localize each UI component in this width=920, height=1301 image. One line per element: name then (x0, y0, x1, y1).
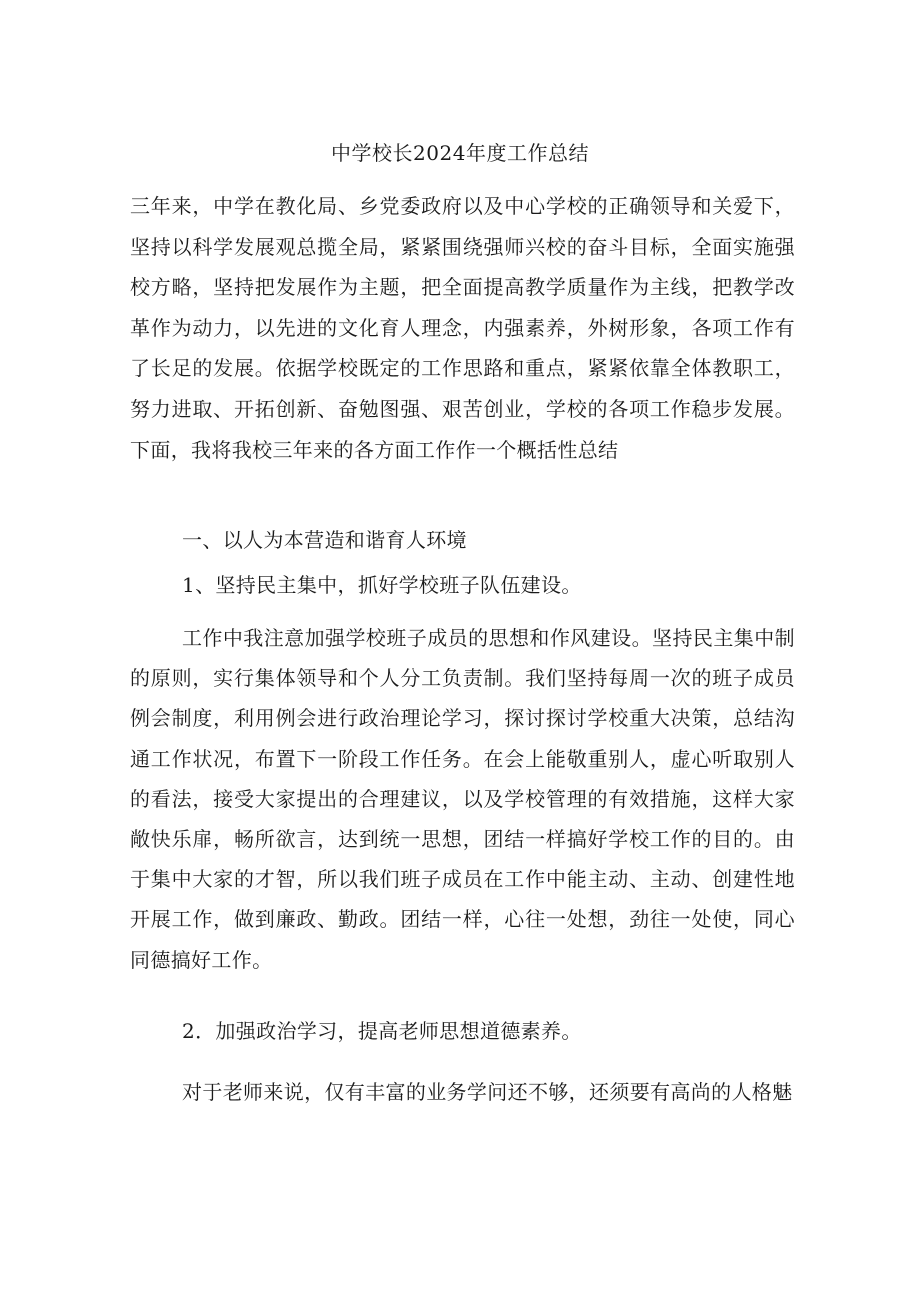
section-heading: 一、以人为本营造和谐育人环境 (182, 528, 467, 552)
body-paragraph: 对于老师来说，仅有丰富的业务学问还不够，还须要有高尚的人格魅 (182, 1080, 793, 1104)
document-title: 中学校长2024年度工作总结 (331, 141, 589, 165)
body-paragraph: 工作中我注意加强学校班子成员的思想和作风建设。坚持民主集中制的原则，实行集体领导和个人分工负责制。我们坚持每周一次的班子成员例会制度，利用例会进行政治理论学习，探讨探讨学校重大决策，总结沟通工作状况，布置下一阶段工作任务。在会上能敬重别人，虚心听取别人的看法，接受大家提出的合理建议，以及学校管理的有效措施，这样大家敞快乐扉，畅所欲言，达到统一思想，团结一样搞好学校工作的目的。由于集中大家的才智，所以我们班子成员在工作中能主动、主动、创建性地开展工作，做到廉政、勤政。团结一样，心往一处想，劲往一处使，同心同德搞好工作。 (130, 626, 795, 972)
subsection-heading: 1、坚持民主集中，抓好学校班子队伍建设。 (182, 573, 582, 597)
subsection-heading: 2．加强政治学习，提高老师思想道德素养。 (182, 1019, 582, 1043)
intro-paragraph: 三年来，中学在教化局、乡党委政府以及中心学校的正确领导和关爱下，坚持以科学发展观总揽全局，紧紧围绕强师兴校的奋斗目标，全面实施强校方略，坚持把发展作为主题，把全面提高教学质量作为主线，把教学改革作为动力，以先进的文化育人理念，内强素养，外树形象，各项工作有了长足的发展。依据学校既定的工作思路和重点，紧紧依靠全体教职工，努力进取、开拓创新、奋勉图强、艰苦创业，学校的各项工作稳步发展。下面，我将我校三年来的各方面工作作一个概括性总结 (130, 194, 795, 462)
